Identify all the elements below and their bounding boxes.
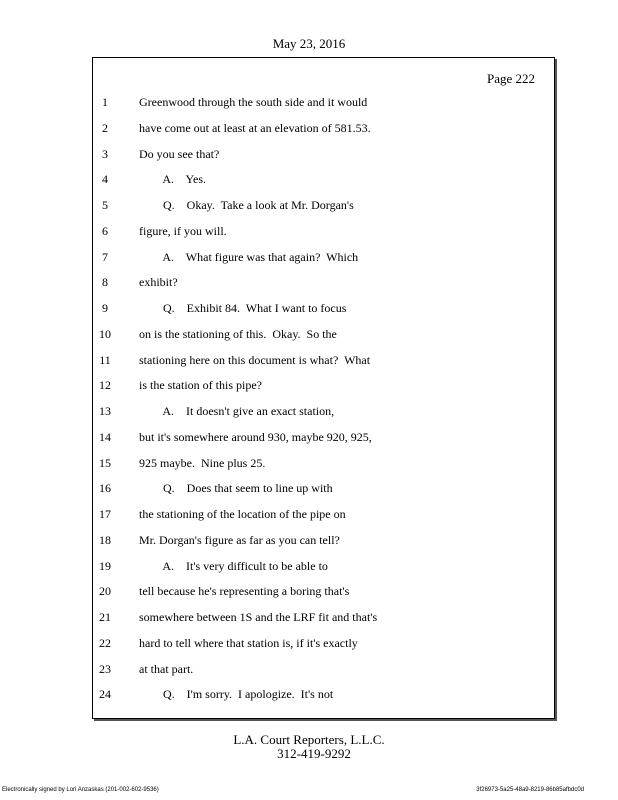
line-number: 21 — [99, 610, 111, 624]
line-number: 8 — [102, 275, 108, 290]
transcript-line — [0, 660, 618, 678]
line-text: is the station of this pipe? — [139, 378, 262, 393]
transcript-line — [0, 196, 618, 214]
signature-right: 3f26973-5a25-48a9-8219-86b85afbdc0d — [476, 787, 584, 793]
line-text: exhibit? — [139, 275, 178, 290]
line-number: 6 — [102, 223, 108, 238]
line-number: 14 — [99, 429, 111, 444]
line-number: 4 — [102, 172, 108, 187]
line-number: 1 — [102, 95, 108, 109]
line-number: 11 — [99, 352, 111, 367]
line-number: 2 — [102, 120, 108, 135]
transcript-line — [0, 531, 618, 549]
transcript-line — [0, 608, 618, 626]
line-number: 23 — [99, 661, 111, 676]
line-text: hard to tell where that station is, if it's exactly — [139, 635, 358, 650]
line-text: A. Yes. — [139, 172, 207, 187]
line-text: A. What figure was that again? Which — [139, 249, 359, 264]
line-text: at that part. — [139, 661, 194, 676]
transcript-line — [0, 119, 618, 137]
page-number: Page 222 — [487, 71, 536, 86]
transcript-line — [0, 93, 618, 111]
line-text: somewhere between 1S and the LRF fit and that's — [139, 610, 378, 624]
line-text: tell because he's representing a boring that's — [139, 584, 350, 599]
line-text: A. It doesn't give an exact station, — [139, 404, 335, 418]
line-number: 15 — [99, 455, 111, 470]
transcript-line — [0, 248, 618, 266]
line-text: A. It's very difficult to be able to — [139, 558, 328, 573]
line-text: Q. Okay. Take a look at Mr. Dorgan's — [139, 198, 354, 212]
line-text: on is the stationing of this. Okay. So the — [139, 326, 337, 341]
line-number: 20 — [99, 584, 111, 599]
line-text: Q. Exhibit 84. What I want to focus — [139, 301, 347, 315]
line-number: 12 — [99, 378, 111, 393]
signature-left: Electronically signed by Lori Anzaskas (201-002-602-9536) — [2, 787, 159, 793]
line-text: stationing here on this document is what? What — [139, 352, 371, 367]
transcript-line — [0, 351, 618, 369]
line-text: but it's somewhere around 930, maybe 920, 925, — [139, 429, 372, 444]
line-text: figure, if you will. — [139, 223, 227, 238]
line-text: Do you see that? — [139, 146, 220, 161]
transcript-line — [0, 325, 618, 343]
line-number: 10 — [99, 326, 111, 341]
line-number: 18 — [99, 532, 111, 547]
transcript-line — [0, 454, 618, 472]
footer-phone: 312-419-9292 — [277, 746, 351, 761]
transcript-line — [0, 145, 618, 163]
transcript-line — [0, 479, 618, 497]
transcript-line — [0, 376, 618, 394]
line-number: 24 — [99, 687, 111, 702]
line-text: Q. Does that seem to line up with — [139, 481, 333, 496]
line-number: 19 — [99, 558, 111, 573]
line-number: 3 — [102, 146, 108, 161]
line-number: 16 — [99, 481, 111, 496]
page-date: May 23, 2016 — [272, 36, 346, 51]
line-text: Q. I'm sorry. I apologize. It's not — [139, 687, 334, 702]
line-number: 9 — [102, 301, 108, 315]
transcript-line — [0, 299, 618, 317]
line-text: the stationing of the location of the pipe on — [139, 507, 346, 521]
transcript-line — [0, 634, 618, 652]
line-text: Greenwood through the south side and it would — [139, 95, 368, 109]
line-number: 13 — [99, 404, 111, 418]
transcript-line — [0, 582, 618, 600]
line-number: 7 — [102, 249, 108, 264]
transcript-line — [0, 428, 618, 446]
line-number: 5 — [102, 198, 108, 212]
transcript-line — [0, 557, 618, 575]
transcript-line — [0, 685, 618, 703]
line-text: have come out at least at an elevation of 581.53. — [139, 120, 371, 135]
line-number: 22 — [99, 635, 111, 650]
transcript-line — [0, 505, 618, 523]
transcript-line — [0, 402, 618, 420]
line-number: 17 — [99, 507, 111, 521]
transcript-line — [0, 273, 618, 291]
transcript-line — [0, 170, 618, 188]
line-text: Mr. Dorgan's figure as far as you can tell? — [139, 532, 340, 547]
footer-company: L.A. Court Reporters, L.L.C. — [233, 732, 385, 747]
transcript-line — [0, 222, 618, 240]
line-text: 925 maybe. Nine plus 25. — [139, 455, 266, 470]
